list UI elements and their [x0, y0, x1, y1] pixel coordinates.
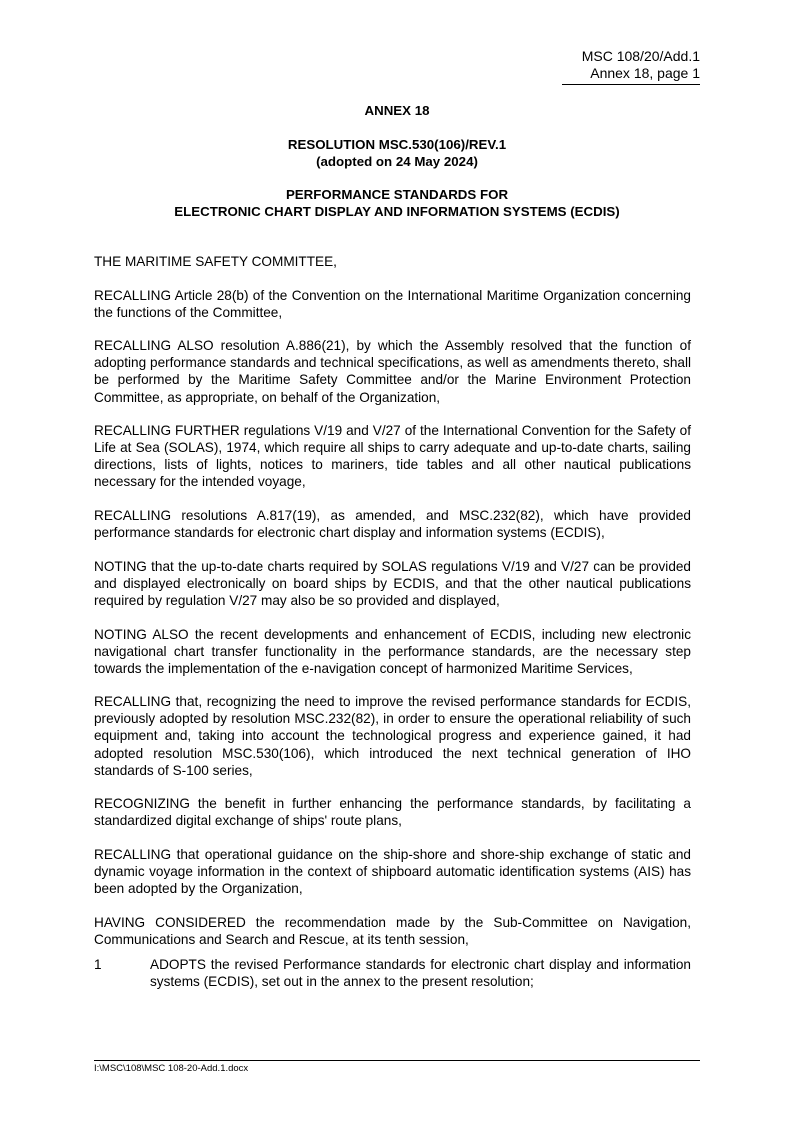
page-reference: Annex 18, page 1: [590, 65, 700, 81]
resolution-body: [94, 253, 691, 990]
annex-title: ANNEX 18: [364, 103, 430, 118]
page-header: [582, 48, 700, 82]
preamble-paragraph: THE MARITIME SAFETY COMMITTEE,: [94, 254, 337, 269]
title-line-2: ELECTRONIC CHART DISPLAY AND INFORMATION SYSTEMS (ECDIS): [174, 204, 620, 219]
header-divider: [562, 84, 700, 85]
title-line-1: PERFORMANCE STANDARDS FOR: [285, 187, 509, 202]
document-reference: MSC 108/20/Add.1: [581, 48, 700, 64]
preamble-paragraph: RECALLING that operational guidance on the ship-shore and shore-ship exchange of static and dynamic voyage information in the context of shipboard automatic identification systems (AIS) has been adopted by the Organization,: [94, 846, 691, 897]
document-title: [94, 186, 700, 220]
preamble-paragraph: RECALLING FURTHER regulations V/19 and V/27 of the International Convention for the Safety of Life at Sea (SOLAS), 1974, which require all ships to carry adequate and up-to-date charts, sailing directions, lists of lights, notices to mariners, tide tables and all other nautical publications necessary for the intended voyage,: [94, 423, 691, 490]
resolution-heading: [94, 136, 700, 170]
adoption-date: (adopted on 24 May 2024): [316, 154, 478, 169]
preamble-paragraph: RECALLING ALSO resolution A.886(21), by which the Assembly resolved that the function of adopting performance standards and technical specifications, as well as amendments thereto, shall be performed by the Maritime Safety Committee and/or the Marine Environment Protection Committee, as appropriate, on behalf of the Organization,: [94, 338, 691, 405]
preamble-paragraph: RECALLING Article 28(b) of the Convention on the International Maritime Organization concerning the functions of the Committee,: [94, 287, 691, 320]
preamble-paragraph: RECALLING that, recognizing the need to improve the revised performance standards for ECDIS, previously adopted by resolution MSC.232(82), in order to ensure the operational reliability of such equipment and, taking into account the technological progress and experience gained, it had adopted resolution MSC.530(106), which introduced the next technical generation of IHO standards of S-100 series,: [94, 694, 691, 778]
preamble-paragraph: NOTING that the up-to-date charts required by SOLAS regulations V/19 and V/27 can be provided and displayed electronically on board ships by ECDIS, and that the other nautical publications required by regulation V/27 may also be so provided and displayed,: [94, 558, 691, 608]
paragraph-number: 1: [94, 956, 102, 972]
preamble-paragraph: RECOGNIZING the benefit in further enhancing the performance standards, by facilitating a standardized digital exchange of ships' route plans,: [94, 796, 691, 829]
preamble-paragraph: HAVING CONSIDERED the recommendation made by the Sub-Committee on Navigation, Communications and Search and Rescue, at its tenth session,: [94, 914, 691, 947]
resolution-number: RESOLUTION MSC.530(106)/REV.1: [287, 137, 507, 152]
preamble-paragraph: NOTING ALSO the recent developments and enhancement of ECDIS, including new electronic navigational chart transfer functionality in the performance standards, are the necessary step towards the implementation of the e-navigation concept of harmonized Maritime Services,: [94, 626, 691, 676]
paragraph-text: ADOPTS the revised Performance standards for electronic chart display and information systems (ECDIS), set out in the annex to the present resolution;: [150, 956, 691, 989]
footer-file-path: I:\MSC\108\MSC 108-20-Add.1.docx: [94, 1063, 249, 1074]
operative-paragraph: [94, 956, 691, 990]
footer-divider: [94, 1060, 700, 1061]
preamble-paragraph: RECALLING resolutions A.817(19), as amended, and MSC.232(82), which have provided performance standards for electronic chart display and information systems (ECDIS),: [94, 508, 691, 541]
